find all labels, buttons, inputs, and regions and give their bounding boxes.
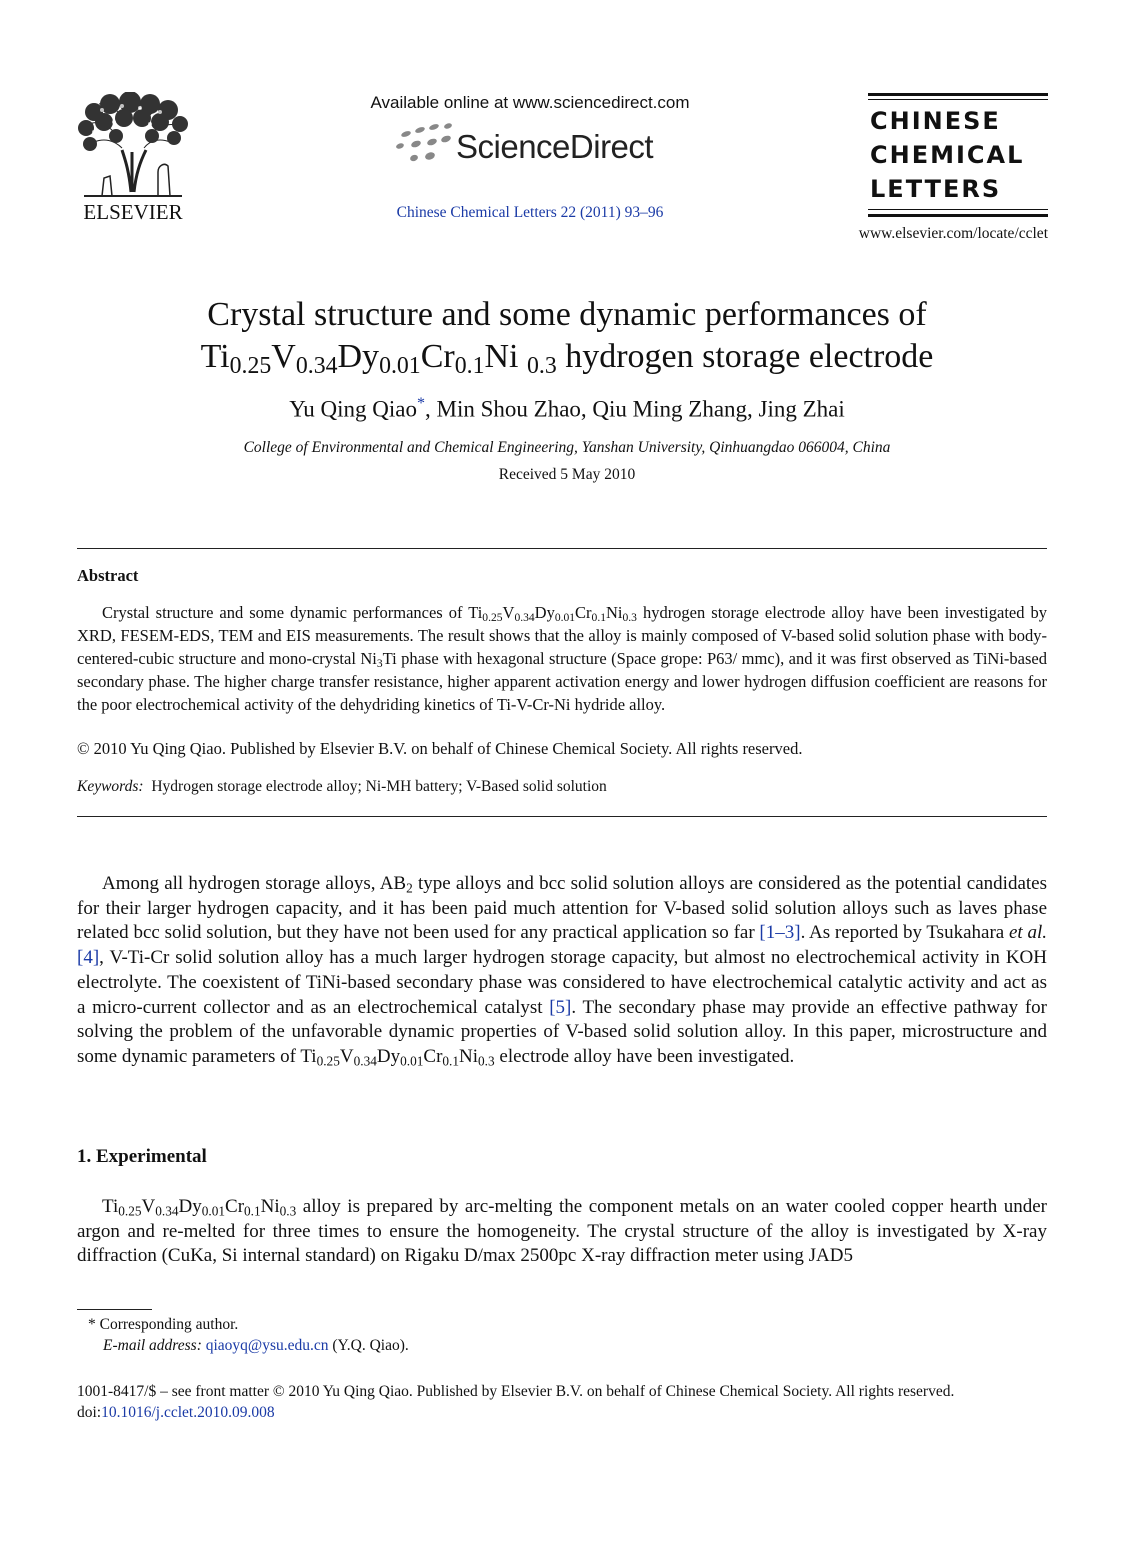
journal-logo (868, 93, 1048, 219)
author-list: Yu Qing Qiao*, Min Shou Zhao, Qiu Ming Zhang, Jing Zhai (289, 395, 845, 422)
introduction-paragraph: Among all hydrogen storage alloys, $AB_2$ type alloys and bcc solid solution alloys are considered as the potential candidates for their larger hydrogen capacity, and it has been paid much attention for V-based solid solution alloys such as laves phase related bcc solid solution, but they have not been used for any practical application so far [1–3]. As reported by Tsukahara et al. [4], V-Ti-Cr solid solution alloy has a much larger hydrogen storage capacity, but almost no electrochemical activity in KOH electrolyte. The coexistent of TiNi-based secondary phase was considered to have electrochemical catalytic activity and act as a micro-current collector and as an electrochemical catalyst [5]. The secondary phase may provide an effective pathway for solving the problem of the unfavorable dynamic properties of V-based solid solution alloy. In this paper, microstructure and some dynamic parameters of $Ti_{0.25}V_{0.34}Dy_{0.01}Cr_{0.1}Ni_{0.3}$ electrode alloy have been investigated. (77, 873, 1047, 1069)
reference-link-1-3[interactable]: [1–3] (759, 922, 801, 944)
journal-citation-link[interactable]: Chinese Chemical Letters 22 (2011) 93–96 (396, 204, 664, 221)
abstract-heading: Abstract (77, 566, 139, 585)
footnote-corresponding-author: * Corresponding author. (88, 1316, 239, 1333)
available-online-text[interactable]: Available online at www.sciencedirect.com (370, 93, 690, 112)
abstract-text: Crystal structure and some dynamic performances of $Ti_{0.25}V_{0.34}Dy_{0.01}Cr_{0.1}Ni_{0.3}$ hydrogen storage electrode alloy have been investigated by XRD, FESEM-EDS, TEM and EIS measurements. The result shows that the alloy is mainly composed of V-based solid solution phase with body-centered-cubic structure and mono-crystal $Ni_3Ti$ phase with hexagonal structure (Space grope: P63/ mmc), and it was first observed as TiNi-based secondary phase. The higher charge transfer resistance, higher apparent activation energy and lower hydrogen diffusion coefficient are reasons for the poor electrochemical activity of the dehydriding kinetics of Ti-V-Cr-Ni hydride alloy. (77, 603, 1047, 714)
email-link[interactable]: qiaoyq@ysu.edu.cn (205, 1337, 329, 1354)
abstract-top-rule (77, 548, 1047, 549)
abstract-bottom-rule (77, 816, 1047, 817)
elsevier-wordmark: ELSEVIER (83, 200, 183, 224)
article-title-line-1: Crystal structure and some dynamic performances of (207, 296, 927, 333)
article-title-line-2: $Ti_{0.25}V_{0.34}Dy_{0.01}Cr_{0.1}Ni$ $_{0.3}$ hydrogen storage electrode (200, 338, 934, 379)
journal-url[interactable]: www.elsevier.com/locate/cclet (858, 225, 1048, 242)
corresponding-author-link[interactable]: * (417, 395, 426, 412)
journal-logo-line-3: LETTERS (870, 175, 1002, 203)
footnote-rule (77, 1309, 152, 1310)
sciencedirect-wordmark[interactable]: ScienceDirect (456, 128, 654, 165)
issn-copyright-line: 1001-8417/$ – see front matter © 2010 Yu Qing Qiao. Published by Elsevier B.V. on behalf of Chinese Chemical Society. All rights reserved. (77, 1383, 955, 1400)
reference-link-4[interactable]: [4] (77, 947, 100, 969)
keywords: Keywords: Hydrogen storage electrode alloy; Ni-MH battery; V-Based solid solution (77, 778, 607, 795)
experimental-paragraph: $Ti_{0.25}V_{0.34}Dy_{0.01}Cr_{0.1}Ni_{0.3}$ alloy is prepared by arc-melting the component metals on an water cooled copper hearth under argon and re-melted for three times to ensure the homogeneity. The crystal structure of the alloy is investigated by X-ray diffraction (CuKa, Si internal standard) on Rigaku D/max 2500pc X-ray diffraction meter using JAD5 (77, 1196, 1047, 1267)
author-name: Yu Qing Qiao (289, 396, 417, 422)
affiliation: College of Environmental and Chemical Engineering, Yanshan University, Qinhuangdao 066004, China (243, 439, 891, 456)
received-date: Received 5 May 2010 (498, 466, 636, 483)
journal-logo-line-2: CHEMICAL (870, 141, 1025, 169)
section-heading-experimental: 1. Experimental (77, 1146, 207, 1167)
doi-link[interactable]: 10.1016/j.cclet.2010.09.008 (101, 1404, 275, 1421)
journal-logo-line-1: CHINESE (870, 107, 1001, 135)
doi-line: doi:10.1016/j.cclet.2010.09.008 (77, 1404, 275, 1421)
footnote-email: E-mail address: qiaoyq@ysu.edu.cn (Y.Q. Qiao). (103, 1337, 409, 1354)
abstract-copyright: © 2010 Yu Qing Qiao. Published by Elsevier B.V. on behalf of Chinese Chemical Society. All rights reserved. (77, 739, 803, 758)
reference-link-5[interactable]: [5] (549, 996, 572, 1018)
